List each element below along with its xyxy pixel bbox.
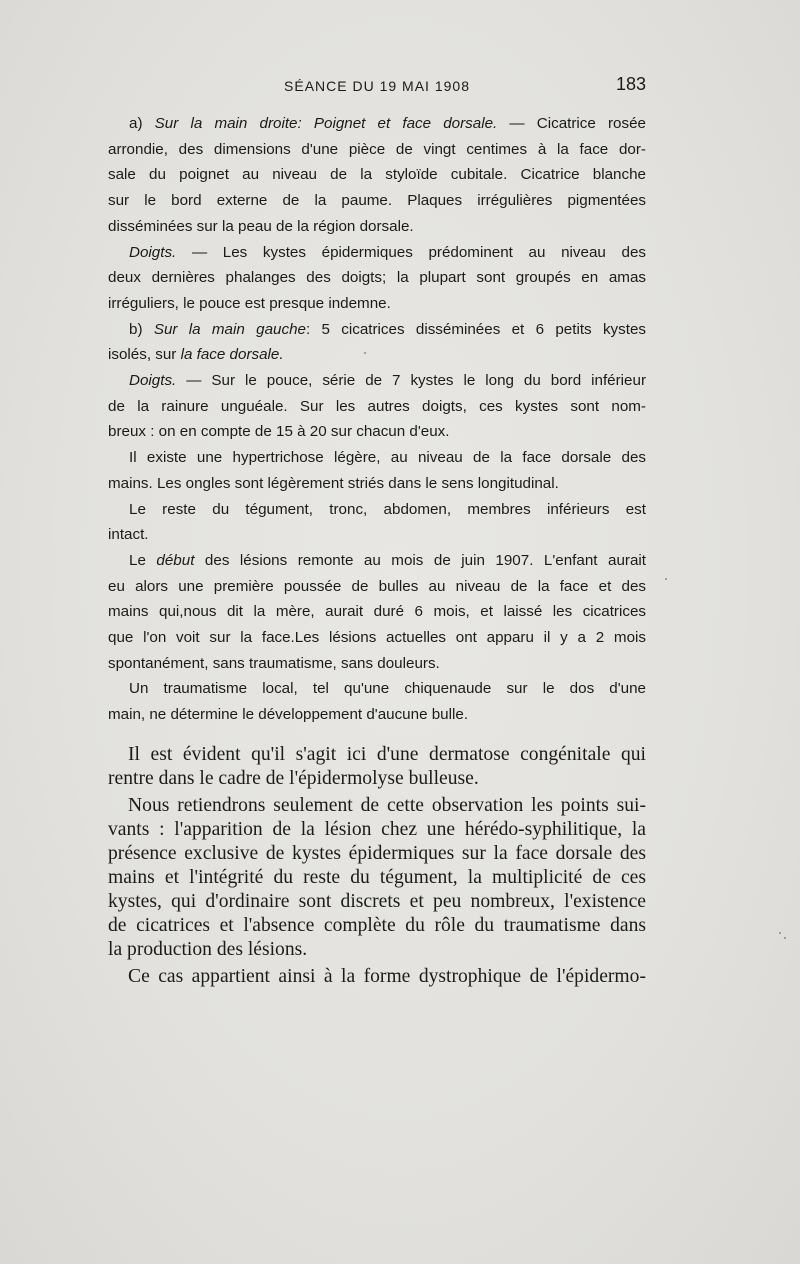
text-line: Doigts. — Les kystes épidermiques prédominent au niveau des bbox=[129, 243, 646, 261]
text-line: spontanément, sans traumatisme, sans douleurs. bbox=[108, 654, 440, 672]
running-title: SÉANCE DU 19 MAI 1908 bbox=[284, 78, 470, 94]
text-line: eu alors une première poussée de bulles au niveau de la face et des bbox=[108, 577, 646, 595]
paragraph-key-points bbox=[108, 794, 646, 962]
text-line: arrondie, des dimensions d'une pièce de vingt centimes à la face dor- bbox=[108, 140, 646, 158]
paragraph-rest-intact bbox=[108, 497, 646, 548]
paper-speck bbox=[364, 352, 366, 354]
text-line: isolés, sur la face dorsale. bbox=[108, 346, 284, 364]
case-observation-text bbox=[108, 111, 646, 728]
text-line: sale du poignet au niveau de la styloïde cubitale. Cicatrice blanche bbox=[108, 166, 646, 184]
text-line: a) Sur la main droite: Poignet et face dorsale. — Cicatrice rosée bbox=[129, 115, 646, 132]
paper-speck bbox=[779, 932, 781, 934]
discussion-text bbox=[108, 743, 646, 989]
text-line: présence exclusive de kystes épidermiques sur la face dorsale des bbox=[108, 843, 646, 864]
text-line: intact. bbox=[108, 526, 149, 544]
text-line: b) Sur la main gauche: 5 cicatrices disséminées et 6 petits kystes bbox=[129, 320, 646, 338]
paragraph-left-fingers bbox=[108, 368, 646, 445]
text-line: kystes, qui d'ordinaire sont discrets et peu nombreux, l'existence bbox=[108, 891, 646, 912]
text-line: mains. Les ongles sont légèrement striés dans le sens longitudinal. bbox=[108, 474, 559, 492]
text-line: la production des lésions. bbox=[108, 939, 308, 960]
text-line: rentre dans le cadre de l'épidermolyse bulleuse. bbox=[108, 768, 479, 789]
text-line: Ce cas appartient ainsi à la forme dystrophique de l'épidermo- bbox=[128, 966, 646, 987]
text-line: main, ne détermine le développement d'aucune bulle. bbox=[108, 706, 469, 724]
paper-speck bbox=[784, 937, 786, 939]
paragraph-left-hand bbox=[108, 317, 646, 368]
text-line: vants : l'apparition de la lésion chez une hérédo-syphilitique, la bbox=[108, 819, 646, 840]
paragraph-right-hand bbox=[108, 111, 646, 240]
paragraph-trauma bbox=[108, 676, 646, 727]
text-line: que l'on voit sur la face.Les lésions actuelles ont apparu il y a 2 mois bbox=[108, 629, 646, 647]
paragraph-conclusion bbox=[108, 965, 646, 989]
text-line: de cicatrices et l'absence complète du rôle du traumatisme dans bbox=[108, 915, 646, 936]
paper-speck bbox=[665, 578, 667, 580]
text-line: Le reste du tégument, tronc, abdomen, membres inférieurs est bbox=[129, 500, 646, 518]
paragraph-diagnosis bbox=[108, 743, 646, 791]
page-number: 183 bbox=[615, 74, 646, 94]
text-line: Nous retiendrons seulement de cette observation les points sui- bbox=[128, 795, 646, 816]
text-line: Il existe une hypertrichose légère, au niveau de la face dorsale des bbox=[129, 449, 646, 467]
text-line: disséminées sur la peau de la région dorsale. bbox=[108, 217, 414, 235]
text-line: breux : on en compte de 15 à 20 sur chacun d'eux. bbox=[108, 423, 450, 441]
text-line: Il est évident qu'il s'agit ici d'une dermatose congénitale qui bbox=[128, 744, 646, 765]
text-line: irréguliers, le pouce est presque indemne. bbox=[108, 294, 391, 312]
text-line: mains qui,nous dit la mère, aurait duré 6 mois, et laissé les cicatrices bbox=[108, 603, 646, 621]
paragraph-onset bbox=[108, 548, 646, 677]
running-header bbox=[108, 74, 646, 98]
text-line: sur le bord externe de la paume. Plaques irrégulières pigmentées bbox=[108, 192, 646, 210]
text-line: Le début des lésions remonte au mois de juin 1907. L'enfant aurait bbox=[129, 551, 646, 569]
paragraph-hypertrichosis bbox=[108, 445, 646, 496]
text-line: mains et l'intégrité du reste du tégument, la multiplicité de ces bbox=[108, 867, 646, 888]
text-line: Doigts. — Sur le pouce, série de 7 kystes le long du bord inférieur bbox=[129, 372, 646, 390]
paragraph-right-fingers bbox=[108, 240, 646, 317]
text-line: deux dernières phalanges des doigts; la plupart sont groupés en amas bbox=[108, 269, 646, 287]
text-line: Un traumatisme local, tel qu'une chiquenaude sur le dos d'une bbox=[129, 680, 646, 698]
text-line: de la rainure unguéale. Sur les autres doigts, ces kystes sont nom- bbox=[108, 397, 646, 415]
